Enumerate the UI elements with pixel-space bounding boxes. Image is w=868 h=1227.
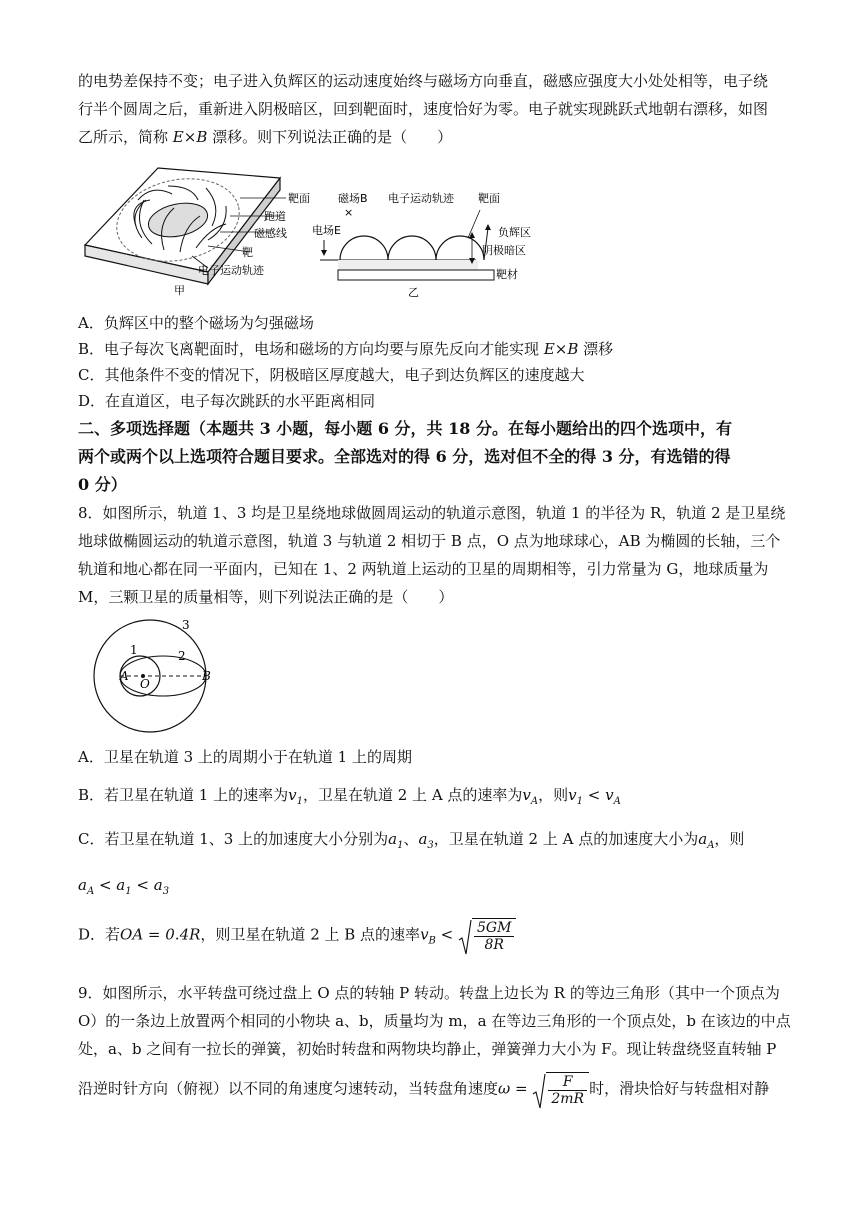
label-paodao: 跑道 <box>264 210 286 223</box>
intro-line-3: 乙所示，简称 E×B 漂移。则下列说法正确的是（ ） <box>78 128 453 146</box>
point-o-label: O <box>140 677 150 691</box>
section2-line-1: 二、多项选择题（本题共 3 小题，每小题 6 分，共 18 分。在每小题给出的四个选项中，有 <box>78 419 732 438</box>
label-ba: 靶 <box>242 246 253 259</box>
point-a-label: A <box>120 669 129 683</box>
figure-jia <box>80 160 310 300</box>
q7-option-d: D．在直道区，电子每次跳跃的水平距离相同 <box>78 392 376 410</box>
q7-option-a: A．负辉区中的整个磁场为匀强磁场 <box>78 314 314 332</box>
q8-line-3: 轨道和地心都在同一平面内，已知在 1、2 两轨道上运动的卫星的周期相等，引力常量为 G，地球质量为 <box>78 560 769 578</box>
q8-line-1: 8．如图所示，轨道 1、3 均是卫星绕地球做圆周运动的轨道示意图，轨道 1 的半径为 R，轨道 2 是卫星绕 <box>78 504 786 522</box>
orbit-label-2: 2 <box>178 649 186 663</box>
label-fuhui: 负辉区 <box>498 226 531 239</box>
q8-line-4: M，三颗卫星的质量相等，则下列说法正确的是（ ） <box>78 588 454 606</box>
label-guiji-jia: 电子运动轨迹 <box>198 264 264 277</box>
section2-line-2: 两个或两个以上选项符合题目要求。全部选对的得 6 分，选对但不全的得 3 分，有选错的得 <box>78 447 731 466</box>
q9-line-1: 9．如图所示，水平转盘可绕过盘上 O 点的转轴 P 转动。转盘上边长为 R 的等边三角形（其中一个顶点为 <box>78 984 780 1002</box>
figure-yi <box>310 188 570 300</box>
orbit-label-1: 1 <box>130 643 138 657</box>
q7-option-c: C．其他条件不变的情况下，阴极暗区厚度越大，电子到达负辉区的速度越大 <box>78 366 585 384</box>
q9-line-2: O）的一条边上放置两个相同的小物块 a、b，质量均为 m，a 在等边三角形的一个顶点处，b 在该边的中点 <box>78 1012 791 1030</box>
q8-option-a: A．卫星在轨道 3 上的周期小于在轨道 1 上的周期 <box>78 748 412 766</box>
label-bamian-yi: 靶面 <box>478 192 500 205</box>
label-cichang-x: × <box>344 206 354 219</box>
label-cichang: 磁场B <box>338 192 368 205</box>
q8-option-b: B．若卫星在轨道 1 上的速率为$v_1$，卫星在轨道 2 上 A 点的速率为$v_A$，则$v_1 < v_A$ <box>78 786 621 807</box>
point-b-label: B <box>202 669 211 683</box>
caption-jia: 甲 <box>174 284 185 297</box>
q9-line-3: 处，a、b 之间有一拉长的弹簧，初始时转盘和两物块均静止，弹簧弹力大小为 F。现让转盘绕竖直转轴 P <box>78 1040 777 1058</box>
label-dianchang: 电场E <box>312 224 341 237</box>
label-bacai: 靶材 <box>496 268 518 281</box>
q8-option-c: C．若卫星在轨道 1、3 上的加速度大小分别为$a_1$、$a_3$，卫星在轨道 2 上 A 点的加速度大小为$a_A$，则 <box>78 830 745 851</box>
label-guiji-yi: 电子运动轨迹 <box>388 192 454 205</box>
section2-line-3: 0 分） <box>78 475 127 494</box>
label-bamian-jia: 靶面 <box>288 192 310 205</box>
q7-option-b: B．电子每次飞离靶面时，电场和磁场的方向均要与原先反向才能实现 E×B 漂移 <box>78 340 614 358</box>
q8-option-c-cont: $a_A < a_1 < a_3$ <box>78 876 170 897</box>
caption-yi: 乙 <box>408 286 419 299</box>
intro-line-2: 行半个圆周之后，重新进入阴极暗区，回到靶面时，速度恰好为零。电子就实现跳跃式地朝右漂移，如图 <box>78 100 769 118</box>
q8-option-d: D．若OA = 0.4R，则卫星在轨道 2 上 B 点的速率$v_B$ < $\frac{5GM}{8R}$ <box>78 918 516 953</box>
q8-line-2: 地球做椭圆运动的轨道示意图，轨道 3 与轨道 2 相切于 B 点，O 点为地球球心，AB 为椭圆的长轴，三个 <box>78 532 781 550</box>
label-yinji: 阴极暗区 <box>482 244 526 257</box>
q8-orbit-figure <box>78 616 228 736</box>
intro-line-1: 的电势差保持不变；电子进入负辉区的运动速度始终与磁场方向垂直，磁感应强度大小处处相等，电子绕 <box>78 72 769 90</box>
label-cigan: 磁感线 <box>254 227 287 240</box>
q9-line-4: 沿逆时针方向（俯视）以不同的角速度匀速转动，当转盘角速度ω = $\frac{F}{2mR}$ 时，滑块恰好与转盘相对静 <box>78 1074 770 1107</box>
orbit-label-3: 3 <box>182 618 190 632</box>
